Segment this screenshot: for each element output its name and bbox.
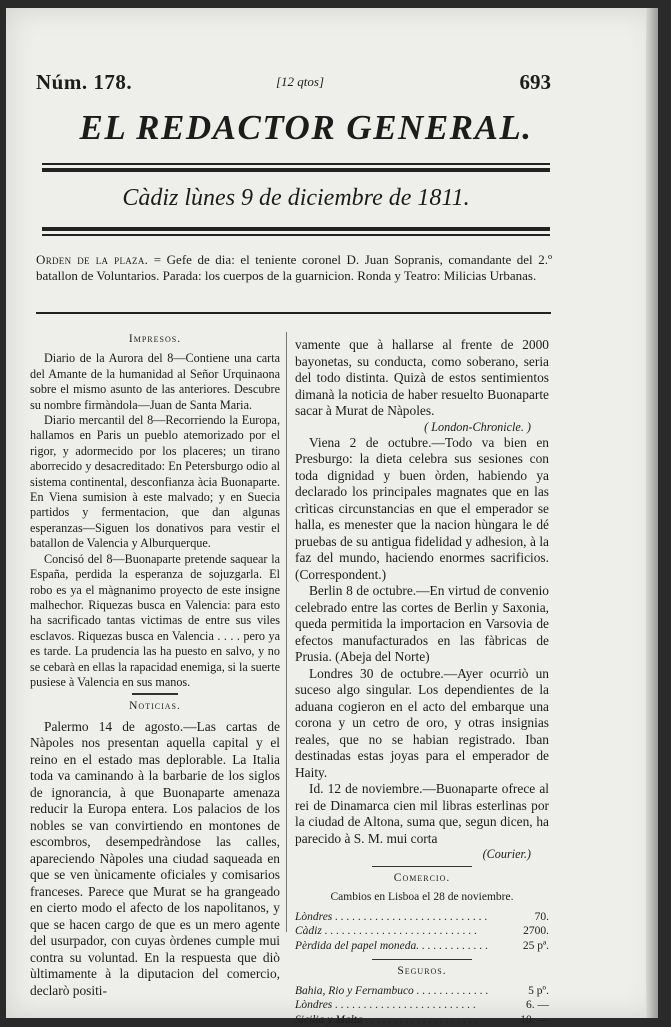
impresos-heading: Impresos. [128, 333, 182, 345]
insurance-row [295, 998, 549, 1013]
dateline: Càdiz lùnes 9 de diciembre de 1811. [122, 185, 470, 211]
insurance-row [295, 984, 549, 999]
rule-top-2 [42, 168, 550, 172]
issue-number: Núm. 178. [36, 70, 133, 94]
exchange-value: 70. [534, 910, 549, 923]
orden-label: Orden de la plaza. [36, 252, 149, 267]
news-londres: Londres 30 de octubre.—Ayer ocurriò un suceso algo singular. Los dependientes de la aduana cogieron en el acto del embarque una corona y un cetro de oro, y otras insignias reales, que no se habian registrado. Iban destinadas estas joyas para el emperador de Haity. [295, 665, 549, 780]
newspaper-page [6, 8, 658, 1026]
exchange-label: Pèrdida del papel moneda. . . . . . . . . . . . . [295, 939, 489, 952]
insurance-row [295, 1013, 549, 1027]
issue-qtos: [12 qtos] [276, 74, 325, 89]
left-column [30, 332, 280, 999]
rule-orden [36, 312, 551, 314]
insurance-label: Lòndres . . . . . . . . . . . . . . . . . . . . . . . . . [295, 999, 477, 1012]
exchange-value: 2700. [523, 925, 549, 938]
noticias-palermo: Palermo 14 de agosto.—Las cartas de Nàpoles nos presentan aquella capital y el reino en el estado mas deplorable. La Italia toda va caminando à la barbarie de los siglos de ignorancia, à que Buonaparte amenaza reducir la Europa entera. Los palacios de los nobles se van convirtiendo en montones de escombros, desempedràndose las calles, apareciendo Nàpoles una ciudad saqueada en que se ven ùnicamente oficiales y comisarios franceses. Parece que Murat se ha grangeado en cierto modo el afecto de los napolitanos, y que se hacen cargo de que es un mero agente del usurpador, con cuyas òrdenes cumple mui contra su voluntad. En la respuesta que diò ùltimamente à la diputacion del comercio, declarò positi- [30, 718, 280, 998]
rule-date-1 [42, 227, 550, 231]
exchange-row [295, 910, 549, 925]
comercio-divider [372, 866, 472, 867]
orden-text: = Gefe de dia: el teniente coronel D. Juan Sopranis, comandante del 2.º batallon de Voluntarios. Parada: los cuerpos de la guarnicion. Ronda y Teatro: Milicias Urbanas. [36, 252, 553, 283]
insurance-label: Bahia, Rio y Fernambuco . . . . . . . . . . . . . [295, 984, 489, 997]
insurance-label: Sicilia y Malta . . . . . . . . . . . . . . . . . . . . [295, 1013, 478, 1026]
page-number: 693 [519, 70, 551, 94]
source-courier: (Courier.) [482, 847, 531, 862]
news-berlin: Berlin 8 de octubre.—En virtud de convenio celebrado entre las cortes de Berlin y Saxonia, queda permitida la importacion en Varsovia de efectos manufacturados en las fàbricas de Prusia. (Abeja del Norte) [295, 583, 549, 665]
page-spine-shadow [646, 8, 658, 1018]
seguros-divider [372, 959, 472, 960]
right-column [295, 337, 549, 1027]
palermo-continuation: vamente que à hallarse al frente de 2000 bayonetas, su conducta, como soberano, seria del todo distinta. Quizà de estos sentimientos dimanà la noticia de haber resuelto Buonaparte sacar à Murat de Nàpoles. [295, 337, 549, 418]
comercio-section [295, 871, 549, 1027]
exchange-value: 25 pª. [522, 939, 549, 952]
news-viena: Viena 2 de octubre.—Todo va bien en Presburgo: la dieta celebra sus sesiones con toda dignidad y buen òrden, habiendo ya declarado los principales magnates que en las crìticas circunstancias en que el emperador se halla, es menester que la nacion hùngara le dé pruebas de su antigua fidelidad y adhesion, à la faz del mundo, haciendo enormes sacrificios. (Correspondent.) [295, 434, 549, 582]
insurance-value: 6. — [526, 999, 549, 1012]
exchange-label: Càdiz . . . . . . . . . . . . . . . . . . . . . . . . . . . [295, 925, 478, 938]
news-id-noviembre: Id. 12 de noviembre.—Buonaparte ofrece al rei de Dinamarca cien mil libras esterlinas por la ciudad de Altona, suma que, segun dicen, ha parecido à S. M. mui corta [295, 781, 549, 846]
column-separator [286, 332, 287, 932]
masthead-title: EL REDACTOR GENERAL. [79, 108, 533, 147]
exchange-row [295, 939, 549, 954]
seguros-heading: Seguros. [397, 965, 447, 978]
comercio-subtitle: Cambios en Lisboa el 28 de noviembre. [330, 891, 514, 904]
impresos-aurora: Diario de la Aurora del 8—Contiene una carta del Amante de la humanidad al Señor Urquinaona sobre el mismo asunto de las anteriores. Descubre su nombre firmàndola—Juan de Santa Maria. [30, 351, 280, 412]
exchange-row [295, 924, 549, 939]
section-divider [132, 693, 178, 695]
exchange-label: Lòndres . . . . . . . . . . . . . . . . . . . . . . . . . . . [295, 910, 488, 923]
issue-header [36, 70, 551, 96]
impresos-conciso: Concisó del 8—Buonaparte pretende saquear la España, perdida la esperanza de sojuzgarla. El robo es ya el màgnanimo proyecto de este insigne malhechor. Riquezas busca en Valencia: para esto ha sacrificado tantas victimas de entre sus viles esclavos. Riquezas busca en Valencia . . . . pero ya es tarde. La prudencia las ha puesto en salvo, y no se cebarà en ellas la rapacidad enemiga, si la suerte pusiese à Valencia en sus manos. [30, 551, 280, 689]
insurance-value: 5 pº. [528, 984, 549, 997]
impresos-mercantil: Diario mercantil del 8—Recorriendo la Europa, hallamos en Paris un pueblo atemorizado por el rigor, y adormecido por los placeres; un tirano aborrecido y desacreditado: En Petersburgo odio al sistema continental, desconfianza àcia Buonaparte. En Viena sumision à este malvado; y en Suecia partidos y fermentacion, que dan algunas esperanzas—Siguen los donativos para vestir el batallon de Valencia y Alburquerque. [30, 413, 280, 551]
comercio-heading: Comercio. [393, 871, 451, 884]
rule-date-2 [42, 234, 550, 236]
insurance-value: 10. — [520, 1013, 549, 1026]
rule-top-1 [42, 163, 550, 165]
source-london-chronicle: ( London-Chronicle. ) [424, 419, 531, 434]
orden-de-la-plaza [36, 252, 552, 284]
noticias-heading: Noticias. [129, 700, 181, 713]
